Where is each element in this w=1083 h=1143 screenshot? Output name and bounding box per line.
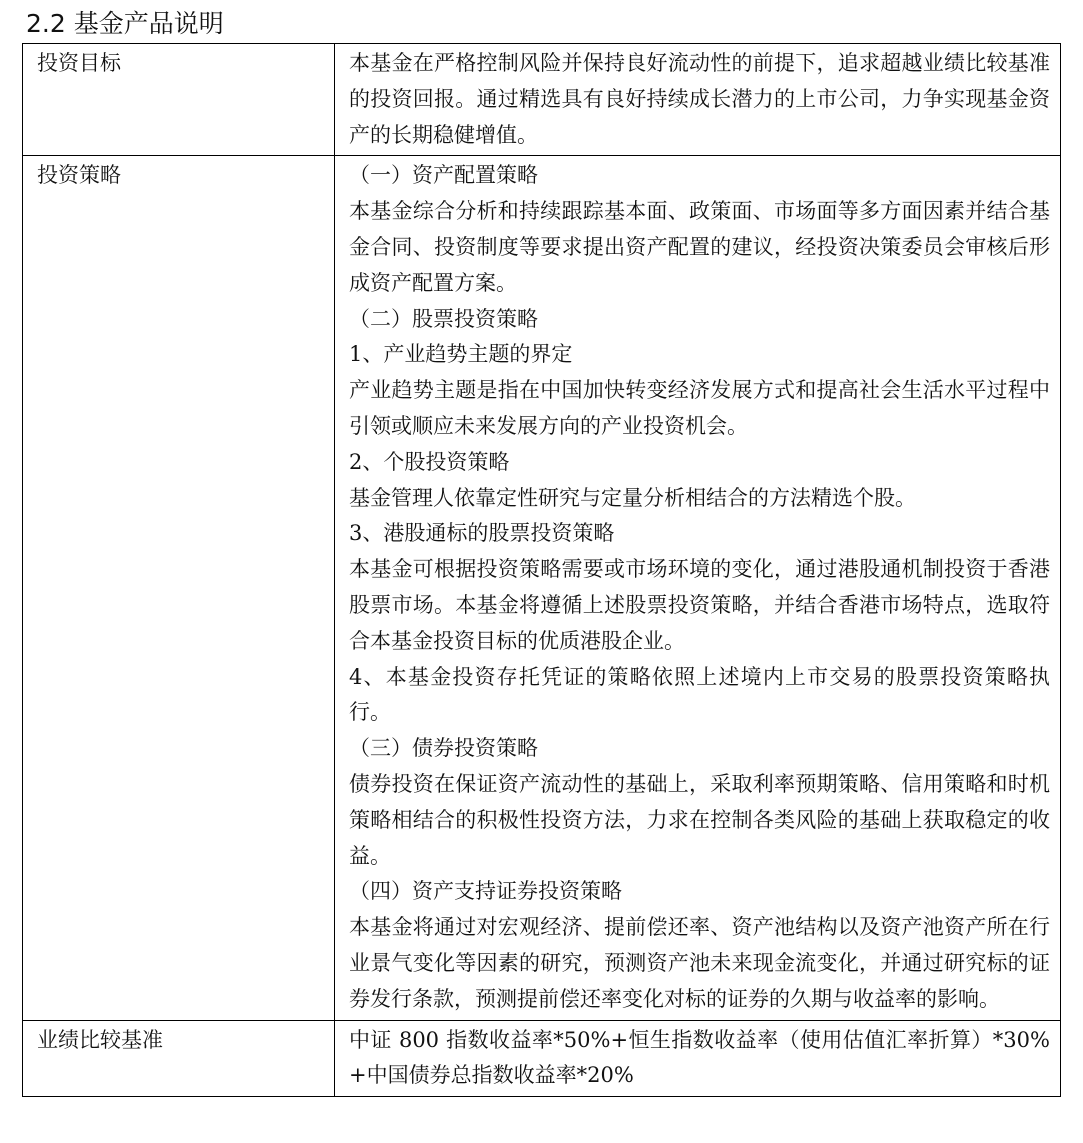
table-row-benchmark	[23, 1020, 1061, 1097]
strategy-paragraph: 本基金将通过对宏观经济、提前偿还率、资产池结构以及资产池资产所在行业景气变化等因素的研究，预测资产池未来现金流变化，并通过研究标的证券发行条款，预测提前偿还率变化对标的证券的久期与收益率的影响。	[349, 915, 1050, 1011]
strategy-subheading: 1、产业趋势主题的界定	[349, 342, 573, 367]
fund-description-table	[22, 43, 1061, 1097]
strategy-subheading: （一）资产配置策略	[349, 163, 538, 188]
objective-text: 本基金在严格控制风险并保持良好流动性的前提下，追求超越业绩比较基准的投资回报。通过精选具有良好持续成长潜力的上市公司，力争实现基金资产的长期稳健增值。	[349, 51, 1050, 147]
strategy-content	[335, 156, 1061, 1020]
strategy-paragraph: 基金管理人依靠定性研究与定量分析相结合的方法精选个股。	[349, 485, 916, 510]
benchmark-content	[335, 1020, 1061, 1097]
strategy-paragraph: 本基金综合分析和持续跟踪基本面、政策面、市场面等多方面因素并结合基金合同、投资制度等要求提出资产配置的建议，经投资决策委员会审核后形成资产配置方案。	[349, 199, 1050, 295]
benchmark-label: 业绩比较基准	[23, 1020, 335, 1097]
strategy-paragraph: 4、本基金投资存托凭证的策略依照上述境内上市交易的股票投资策略执行。	[349, 664, 1050, 725]
section-heading: 2.2 基金产品说明	[26, 9, 224, 38]
benchmark-text: 中证 800 指数收益率*50%+恒生指数收益率（使用估值汇率折算）*30%+中国债券总指数收益率*20%	[349, 1027, 1050, 1088]
table-row-strategy	[23, 156, 1061, 1020]
strategy-subheading: 3、港股通标的股票投资策略	[349, 521, 615, 546]
objective-content	[335, 44, 1061, 156]
strategy-subheading: （三）债券投资策略	[349, 736, 538, 761]
strategy-paragraph: 产业趋势主题是指在中国加快转变经济发展方式和提高社会生活水平过程中引领或顺应未来发展方向的产业投资机会。	[349, 378, 1050, 438]
strategy-paragraph: 债券投资在保证资产流动性的基础上，采取利率预期策略、信用策略和时机策略相结合的积极性投资方法，力求在控制各类风险的基础上获取稳定的收益。	[349, 771, 1050, 868]
strategy-subheading: （二）股票投资策略	[349, 306, 538, 331]
table-row-objective	[23, 44, 1061, 156]
strategy-paragraph: 本基金可根据投资策略需要或市场环境的变化，通过港股通机制投资于香港股票市场。本基金将遵循上述股票投资策略，并结合香港市场特点，选取符合本基金投资目标的优质港股企业。	[349, 557, 1050, 653]
strategy-label: 投资策略	[23, 156, 335, 1020]
objective-label: 投资目标	[23, 44, 335, 156]
strategy-subheading: 2、个股投资策略	[349, 449, 510, 474]
strategy-subheading: （四）资产支持证券投资策略	[349, 879, 622, 904]
